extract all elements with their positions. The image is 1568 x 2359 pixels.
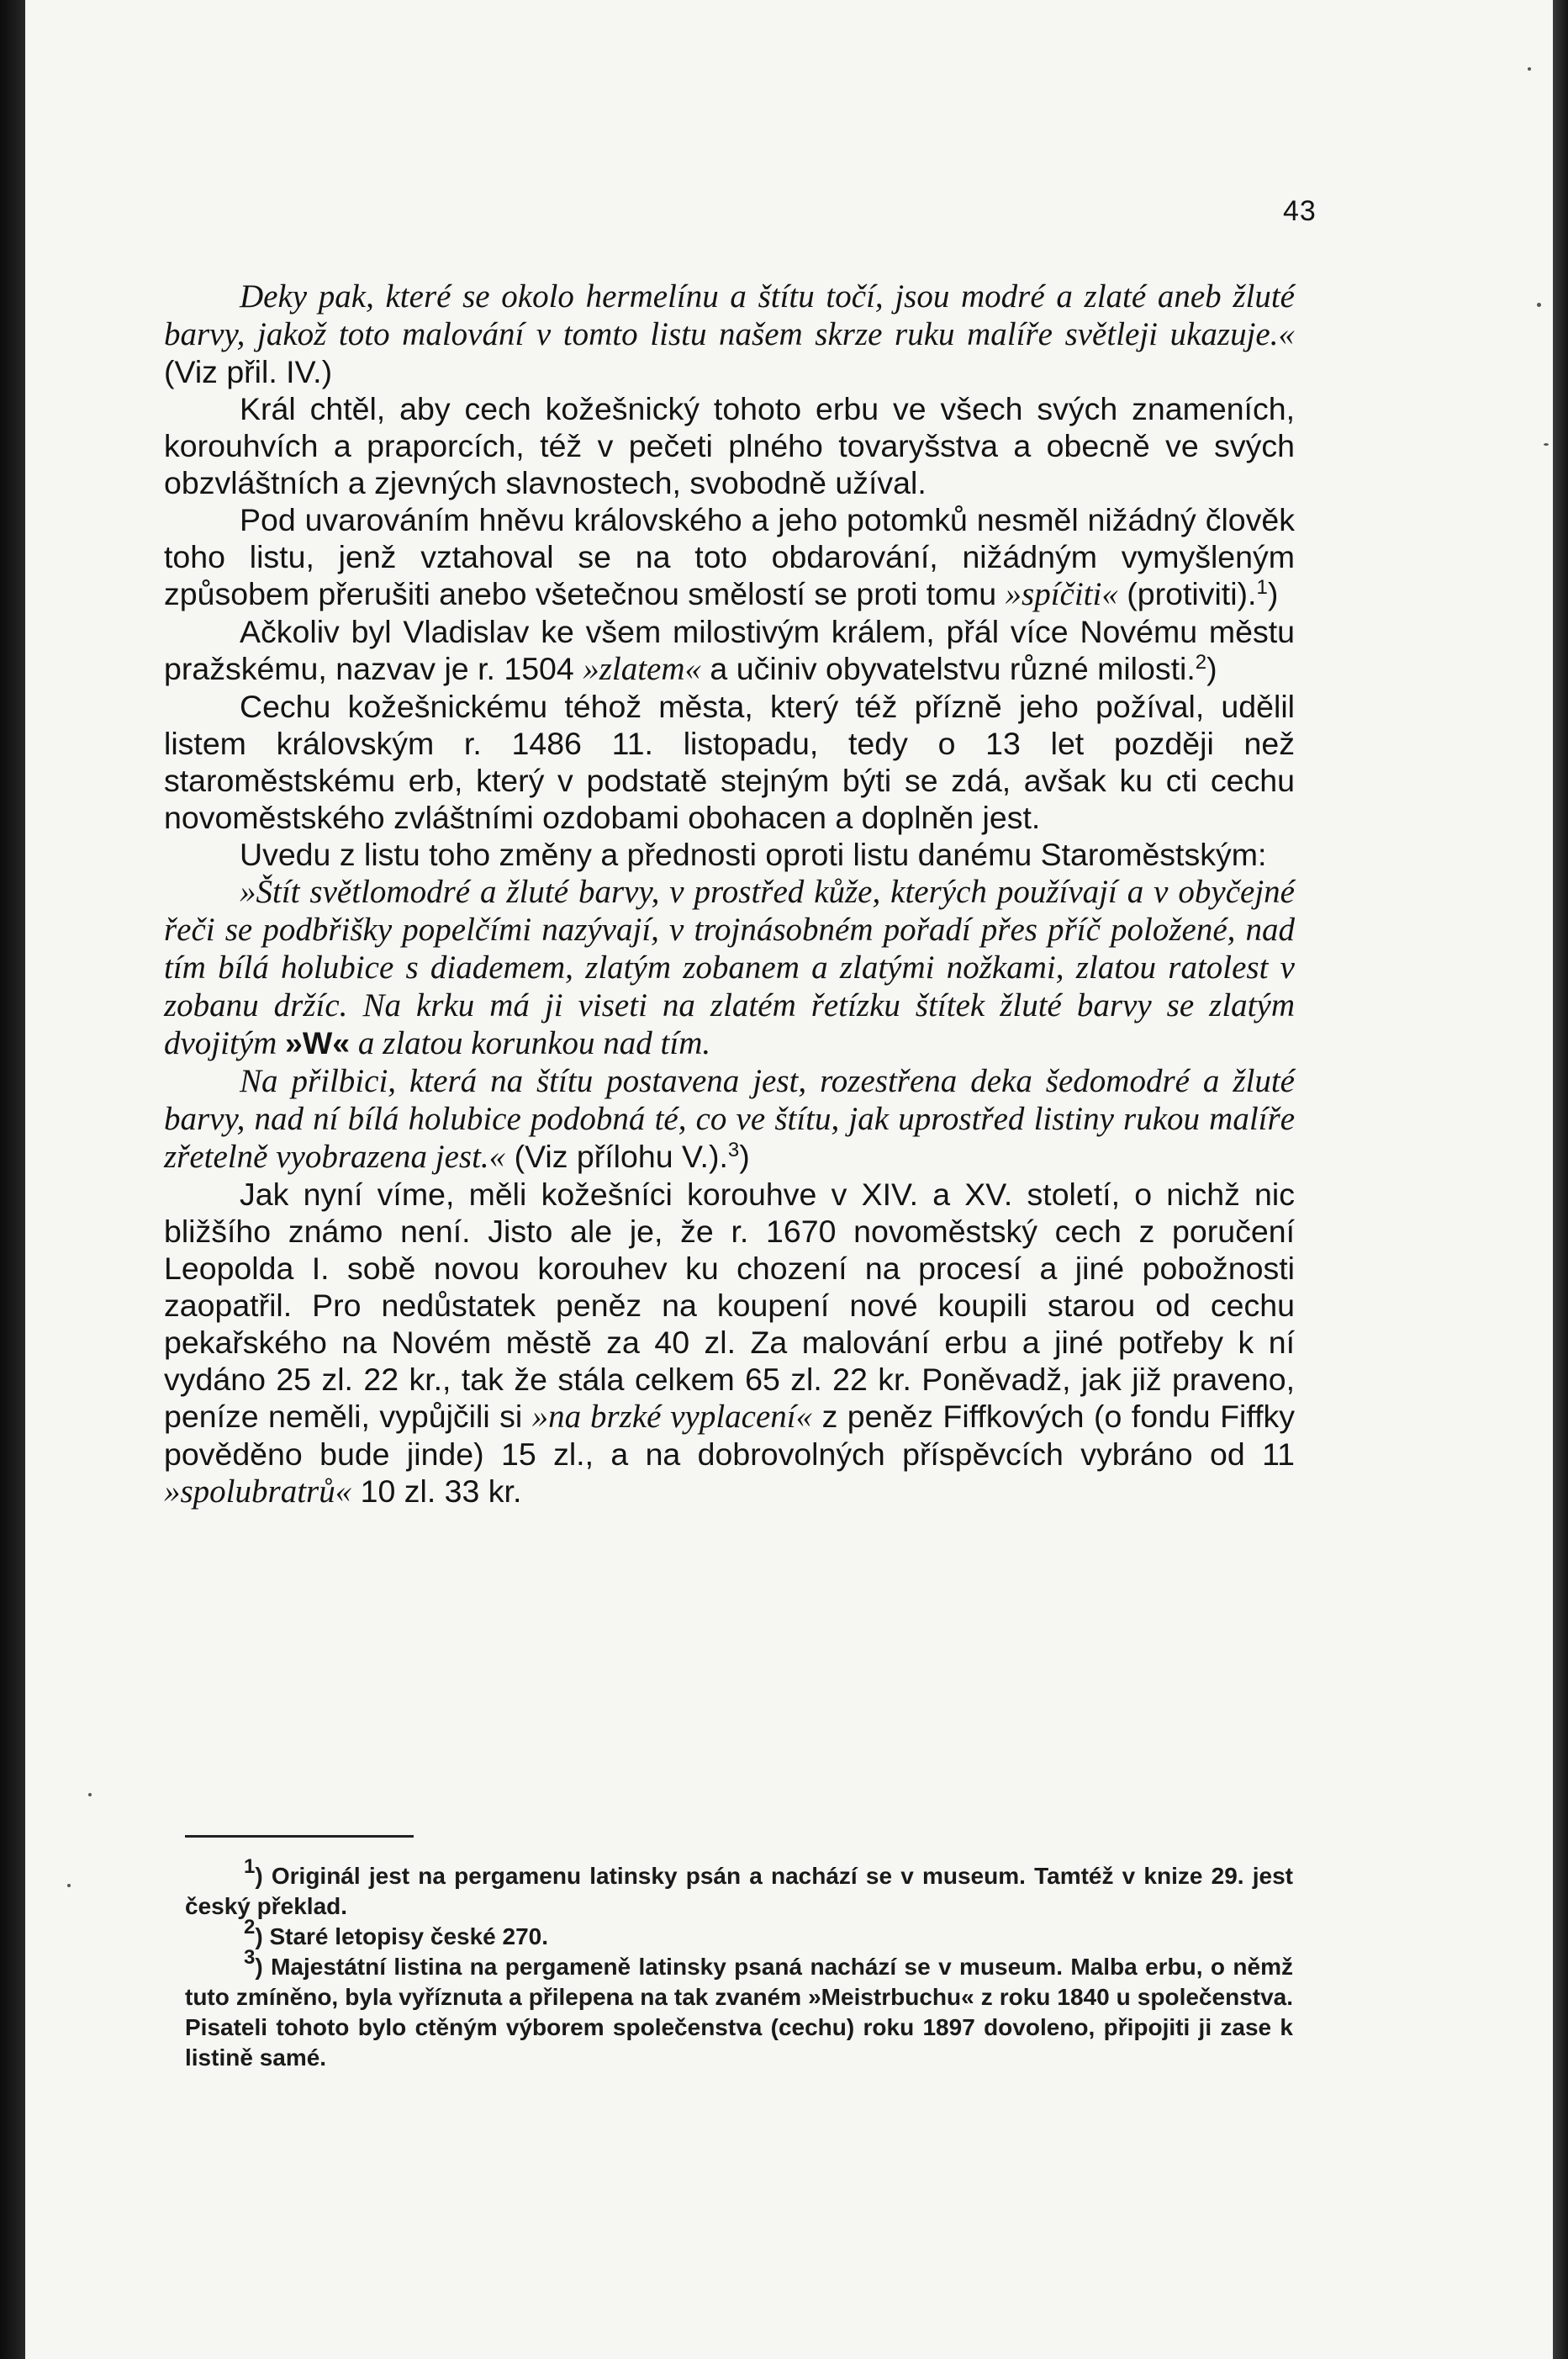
scan-border-left (0, 0, 25, 2359)
paragraph-8-quote: Na přilbici, která na štítu postavena jest, rozestřena deka šedomodré a žluté barvy, nad ní bílá holubice podobná té, co ve štítu, jak uprostřed listiny rukou malíře zřetelně vyobrazena jest.« (Viz přílohu V.).$^3$) (164, 1063, 1295, 1175)
paragraph-4: Ačkoliv byl Vladislav ke všem milostivým králem, přál více Novému městu pražskému, nazvav je r. 1504 »zlatem« a učiniv obyvatelstvu různé milosti.$^2$) (164, 614, 1295, 687)
scan-speck (1537, 303, 1541, 307)
footnote-ref-2: 2 (1195, 651, 1207, 674)
scan-speck (1528, 67, 1531, 71)
paragraph-5: Cechu kožešnickému téhož města, který též příznĕ jeho požíval, udělil listem královským r. 1486 11. listopadu, tedy o 13 let později než staroměstskému erb, který v podstatě stejným býti se zdá, avšak ku cti cechu novoměstského zvláštními ozdobami obohacen a doplněn jest. (164, 689, 1295, 835)
paragraph-1-quote: Deky pak, které se okolo hermelínu a štítu točí, jsou modré a zlaté aneb žluté barvy, jakož toto malování v tomto listu našem skrze ruku malíře světleji ukazuje.« (164, 278, 1295, 352)
footnote-2: $^2$) Staré letopisy české 270. (244, 1916, 549, 1949)
footnotes (185, 1855, 1293, 2073)
scan-speck (67, 1884, 71, 1887)
scan-speck (88, 1793, 92, 1796)
paragraph-6: Uvedu z listu toho změny a přednosti oproti listu danému Staroměstským: (240, 837, 1267, 872)
footnote-3: $^3$) Majestátní listina na pergameně latinsky psaná nachází se v museum. Malba erbu, o němž tuto zmíněno, byla vyříznuta a přilepena na tak zvaném »Meistrbuchu« z roku 1840 u společenstva. Pisateli tohoto bylo ctěným výborem společenstva (cechu) roku 1897 dovoleno, připojiti ji zase k listině samé. (185, 1946, 1293, 2071)
footnote-1: $^1$) Originál jest na pergamenu latinsky psán a nachází se v museum. Tamtéž v knize 29. jest český překlad. (185, 1855, 1293, 1919)
book-page (25, 0, 1553, 2359)
paragraph-7-quote: »Štít světlomodré a žluté barvy, v prostřed kůže, kterých používají a v obyčejné řeči se podbřišky popelčími nazývají, v trojnásobném pořadí přes příč položené, nad tím bílá holubice s diademem, zlatým zobanem a zlatými nožkami, zlatou ratolest v zobanu držíc. Na krku má ji viseti na zlatém řetízku štítek žluté barvy se zlatým dvojitým »W« a zlatou korunkou nad tím. (164, 874, 1295, 1061)
footnote-ref-3: 3 (727, 1139, 740, 1161)
paragraph-3: Pod uvarováním hněvu královského a jeho potomků nesměl nižádný člověk toho listu, jenž vztahoval se na toto obdarování, nižádným vymyšleným způsobem přerušiti anebo všetečnou smělostí se proti tomu »spíčiti« (protiviti).$^1$) (164, 502, 1295, 612)
footnote-separator (185, 1835, 414, 1838)
scan-border-right (1553, 0, 1568, 2359)
paragraph-9: Jak nyní víme, měli kožešníci korouhve v XIV. a XV. století, o nichž nic bližšího známo není. Jisto ale je, že r. 1670 novoměstský cech z poručení Leopolda I. sobě novou korouhev ku chození na procesí a jiné pobožnosti zaopatřil. Pro nedůstatek peněz na koupení nové koupili starou od cechu pekařského na Novém městě za 40 zl. Za malování erbu a jiné potřeby k ní vydáno 25 zl. 22 kr., tak že stála celkem 65 zl. 22 kr. Poněvadž, jak již praveno, peníze neměli, vypůjčili si »na brzké vyplacení« z peněz Fiffkových (o fondu Fiffky pověděno bude jinde) 15 zl., a na dobrovolných příspěvcích vybráno od 11 »spolubratrů« 10 zl. 33 kr. (164, 1177, 1295, 1510)
footnote-ref-1: 1 (1256, 576, 1268, 599)
page-number: 43 (1283, 195, 1317, 227)
paragraph-2: Král chtěl, aby cech kožešnický tohoto erbu ve všech svých znameních, korouhvích a praporcích, též v pečeti plného tovaryšstva a obecně ve svých obzvláštních a zjevných slavnostech, svobodně užíval. (164, 391, 1295, 500)
letter-w: »W« (285, 1025, 351, 1060)
body-text (164, 278, 1295, 1510)
paragraph-1: Deky pak, které se okolo hermelínu a štítu točí, jsou modré a zlaté aneb žluté barvy, jakož toto malování v tomto listu našem skrze ruku malíře světleji ukazuje.« (Viz přil. IV.) (164, 278, 1295, 389)
scan-speck (1544, 443, 1549, 446)
